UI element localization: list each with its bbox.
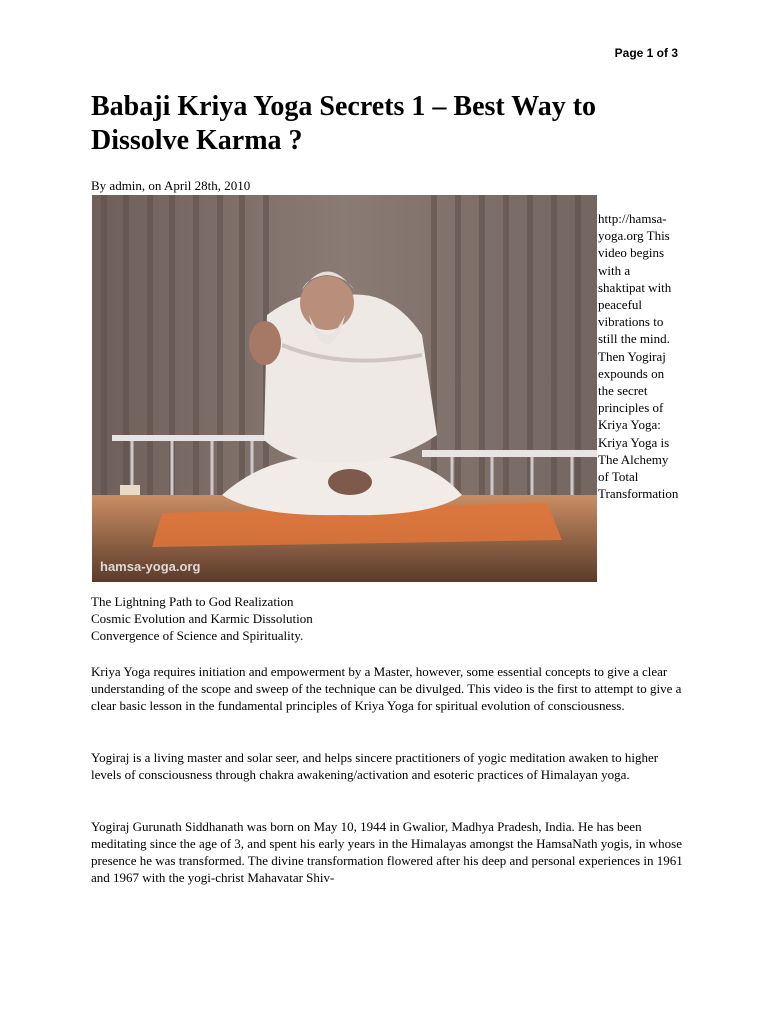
video-description-sidebar: http://hamsa-yoga.org This video begins with a shaktipat with peaceful vibrations to still the mind. Then Yogiraj expounds on the secret principles of Kriya Yoga: Kriya Yoga is The Alchemy of Total Transformation [598,211,679,502]
video-still-image [92,195,597,582]
body-paragraph-biography: Yogiraj Gurunath Siddhanath was born on May 10, 1944 in Gwalior, Madhya Pradesh, India. He has been meditating since the age of 3, and spent his early years in the Himalayas amongst the HamsaNath yogis, in whose presence he was transformed. The divine transformation flowered after his deep and personal experiences in 1961 and 1967 with the yogi-christ Mahavatar Shiv- [91,819,683,885]
yogi-meditating-illustration [92,195,597,582]
article-title: Babaji Kriya Yoga Secrets 1 – Best Way to Dissolve Karma ? [91,91,597,156]
video-caption-lines [91,593,683,644]
caption-line: Cosmic Evolution and Karmic Dissolution [91,611,313,626]
byline: By admin, on April 28th, 2010 [91,178,251,193]
caption-line: The Lightning Path to God Realization [91,594,294,609]
caption-line: Convergence of Science and Spirituality. [91,628,304,643]
body-paragraph-initiation: Kriya Yoga requires initiation and empowerment by a Master, however, some essential concepts to give a clear understanding of the scope and sweep of the technique can be divulged. This video is the first to attempt to give a clear basic lesson in the fundamental principles of Kriya Yoga for spiritual evolution of consciousness. [91,664,682,713]
page-number: Page 1 of 3 [614,46,678,60]
body-paragraph-yogiraj: Yogiraj is a living master and solar seer, and helps sincere practitioners of yogic meditation awaken to higher levels of consciousness through chakra awakening/activation and esoteric practices of Himalayan yoga. [91,750,659,782]
video-watermark: hamsa-yoga.org [100,559,201,574]
